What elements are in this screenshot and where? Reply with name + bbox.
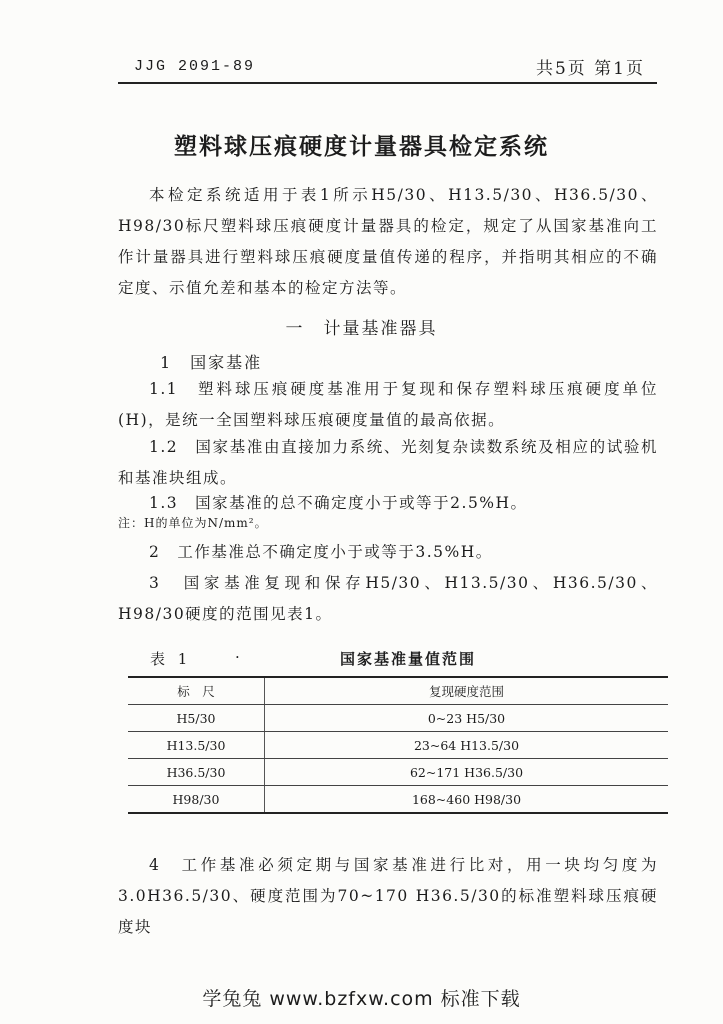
section-heading: 一 计量基准器具 bbox=[285, 319, 438, 339]
intro-paragraph: 本检定系统适用于表1所示H5/30、H13.5/30、H36.5/30、H98/30标尺塑料球压痕硬度计量器具的检定，规定了从国家基准向工作计量器具进行塑料球压痕硬度量值传递的程序，并指明其相应的不确定度、示值允差和基本的检定方法等。 bbox=[118, 186, 658, 297]
standard-code: JJG 2091-89 bbox=[134, 58, 256, 75]
header-rule bbox=[118, 82, 657, 84]
column-header-scale: 标 尺 bbox=[128, 677, 265, 705]
table-caption-dot: · bbox=[235, 648, 240, 666]
table-row bbox=[128, 786, 668, 814]
item-1-heading: 1 国家基准 bbox=[160, 353, 263, 372]
table-cell: 168~460 H98/30 bbox=[265, 786, 669, 814]
table-row bbox=[128, 732, 668, 759]
range-table bbox=[128, 676, 668, 814]
document-title: 塑料球压痕硬度计量器具检定系统 bbox=[174, 133, 549, 160]
table-cell: H5/30 bbox=[128, 705, 265, 732]
item-4-paragraph: 4 工作基准必须定期与国家基准进行比对，用一块均匀度为3.0H36.5/30、硬度范围为70~170 H36.5/30的标准塑料球压痕硬度块 bbox=[118, 856, 658, 936]
item-2-paragraph: 2 工作基准总不确定度小于或等于3.5%H。 bbox=[149, 543, 493, 561]
page-info: 共5页 第1页 bbox=[535, 59, 645, 79]
watermark-footer: 学兔兔 www.bzfxw.com 标准下载 bbox=[202, 988, 521, 1010]
table-header-row bbox=[128, 677, 668, 705]
item-3-paragraph: 3 国家基准复现和保存H5/30、H13.5/30、H36.5/30、H98/30硬度的范围见表1。 bbox=[118, 574, 658, 623]
item-1-2-paragraph: 1.2 国家基准由直接加力系统、光刻复杂读数系统及相应的试验机和基准块组成。 bbox=[118, 438, 658, 487]
table-cell: H98/30 bbox=[128, 786, 265, 814]
item-1-3-paragraph: 1.3 国家基准的总不确定度小于或等于2.5%H。 bbox=[149, 494, 528, 512]
item-1-1-paragraph: 1.1 塑料球压痕硬度基准用于复现和保存塑料球压痕硬度单位(H)，是统一全国塑料球压痕硬度量值的最高依据。 bbox=[118, 380, 658, 429]
unit-note: 注：H的单位为N/mm²。 bbox=[118, 516, 268, 530]
column-header-range: 复现硬度范围 bbox=[265, 677, 669, 705]
table-cell: 62~171 H36.5/30 bbox=[265, 759, 669, 786]
table-row bbox=[128, 759, 668, 786]
table-cell: 23~64 H13.5/30 bbox=[265, 732, 669, 759]
table-title: 国家基准量值范围 bbox=[340, 650, 477, 668]
table-cell: 0~23 H5/30 bbox=[265, 705, 669, 732]
table-number: 表 1 bbox=[150, 650, 192, 668]
table-row bbox=[128, 705, 668, 732]
table-cell: H36.5/30 bbox=[128, 759, 265, 786]
table-cell: H13.5/30 bbox=[128, 732, 265, 759]
